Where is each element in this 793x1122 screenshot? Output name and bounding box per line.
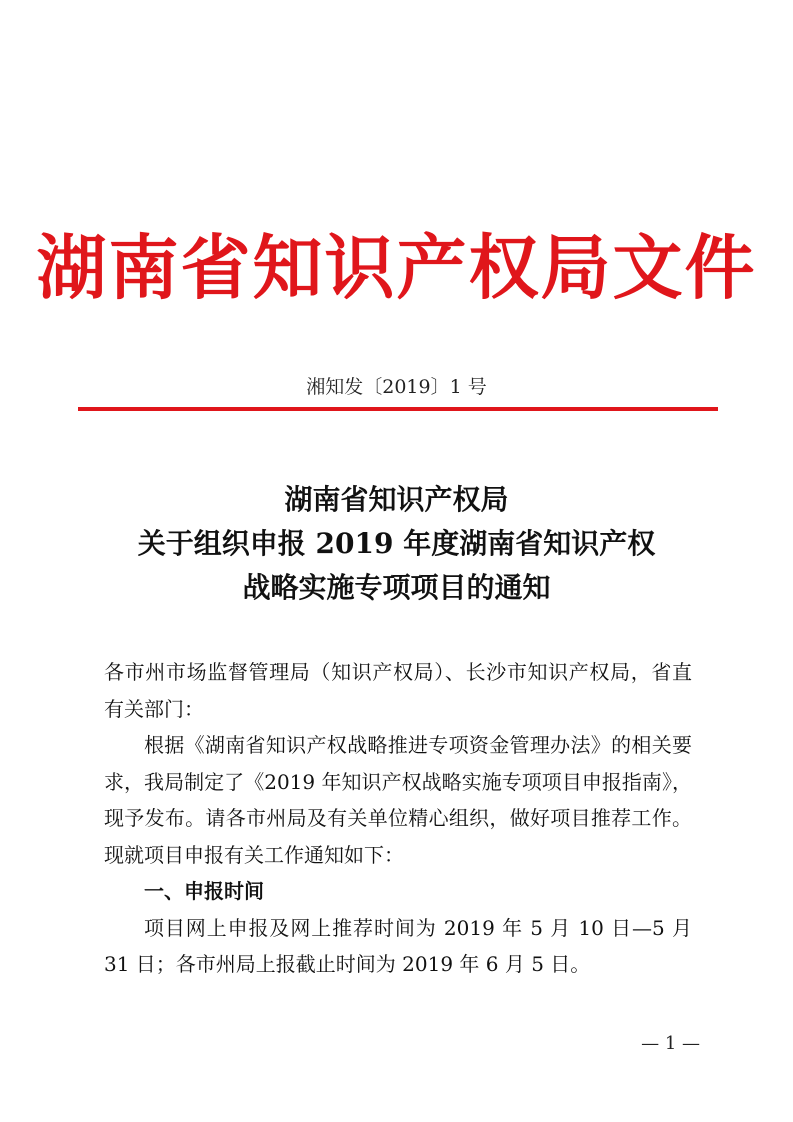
intro-paragraph: 根据《湖南省知识产权战略推进专项资金管理办法》的相关要求，我局制定了《2019 年知识产权战略实施专项项目申报指南》，现予发布。请各市州局及有关单位精心组织，做好项目推荐工作。现就项目申报有关工作通知如下： bbox=[104, 733, 692, 867]
addressee: 各市州市场监督管理局（知识产权局）、长沙市知识产权局，省直有关部门： bbox=[104, 660, 692, 721]
section-heading-application-time: 一、申报时间 bbox=[144, 879, 264, 903]
red-separator-line bbox=[78, 407, 718, 411]
notice-title-line-2: 关于组织申报 2019 年度湖南省知识产权 bbox=[137, 527, 656, 560]
notice-title-line-3: 战略实施专项项目的通知 bbox=[242, 571, 551, 604]
document-body bbox=[104, 654, 692, 983]
document-number: 湘知发〔2019〕1 号 bbox=[306, 376, 487, 398]
application-time-paragraph: 项目网上申报及网上推荐时间为 2019 年 5 月 10 日—5 月 31 日；各市州局上报截止时间为 2019 年 6 月 5 日。 bbox=[104, 915, 692, 976]
notice-title-line-1: 湖南省知识产权局 bbox=[284, 483, 509, 516]
page-number: — 1 — bbox=[641, 1033, 700, 1054]
notice-title bbox=[0, 478, 793, 610]
issuing-authority-title: 湖南省知识产权局文件 bbox=[36, 226, 757, 309]
